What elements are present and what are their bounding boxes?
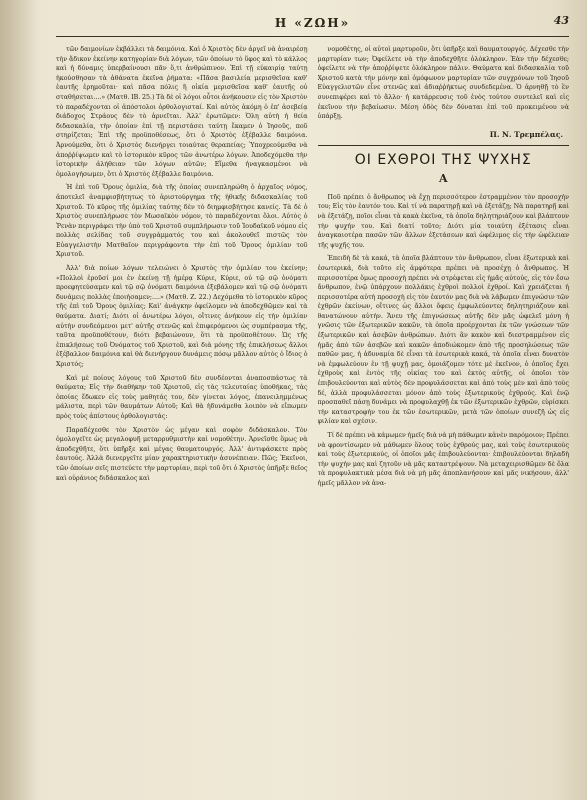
columns: [56, 45, 569, 493]
left-paragraph: τῶν δαιμονίων ἐκβάλλει τὰ δαιμόνια. Καὶ ὁ Χριστὸς δὲν ἀργεῖ νὰ ἀναιρέσῃ τὴν ἄδικον ἐκείνην κατηγορίαν διὰ λόγων, τῶν ὁποίων τὸ ὕφος καὶ τὸ κάλλος καὶ ἡ δύναμις ὑπερβαίνουσι πᾶν ὅ,τι ἀνθρώπινον. Ἐπὶ τῇ εὐκαιρίᾳ ταύτῃ ἠκούσθησαν τὰ ἀθάνατα ἐκεῖνα ῥήματα: «Πᾶσα βασιλεία μερισθεῖσα καθ' ἑαυτῆς ἐρημοῦται· καὶ πᾶσα πόλις ἢ οἰκία μερισθεῖσα καθ' ἑαυτῆς οὐ σταθήσεται....» (Ματθ. ΙΒ. 25.) Τὰ δὲ οἱ λόγοι οὗτοι ἀνήκουσιν εἰς τὸν Χριστὸν τὸ παραδέχονται οἱ ἀπόστολοι ὀρθολογισταί. Καὶ αὐτὸς ἀκόμη ὁ ἐπ' ἀσεβείᾳ διάδοχος Στράους δὲν τὸ ἀρνεῖται. Ἀλλ' ἐρωτῶμεν: Ὁλη αὐτὴ ἡ θεία διδασκαλία, τὴν ὁποίαν ἐπὶ τῇ περιστάσει ταύτῃ ἔκαμεν ὁ Ἰησοῦς, ποῦ στηρίζεται; Ἐπὶ τῆς προϋποθέσεως, ὅτι ὁ Χριστὸς ἐξέβαλλε δαιμόνια. Ἀρνούμεθα, ὅτι ὁ Χριστὸς διενήργει τοιαύτας θεραπείας; Ὑποχρεούμεθα νὰ ἀποῤῥίψωμεν καὶ τὸ ἱστορικὸν κῦρος τῶν ἀνωτέρω λόγων. Ἀποδεχόμεθα τὴν ἱστορικὴν ἀλήθειαν τῶν λόγων αὐτῶν; Εἴμεθα ἠναγκασμένοι νὰ ὁμολογήσωμεν, ὅτι ὁ Χριστὸς ἐξέβαλλε δαιμόνια.: [56, 46, 308, 178]
article-paragraph: Τί δὲ πρέπει νὰ κάμωμεν ἡμεῖς διὰ νὰ μὴ πάθωμεν κἀνὲν παρόμοιον; Πρέπει νὰ φροντίσωμεν νὰ μάθωμεν ὅλους τοὺς ἐχθρούς μας, καὶ τοὺς ἐσωτερικοὺς καὶ τοὺς ἐξωτερικούς, οἱ ὁποῖοι μᾶς ἐπιβουλεύονται· ἐπιβουλεύονται δηλαδὴ τὴν ψυχήν μας καὶ ζητοῦν νὰ μᾶς καταστρέψουν. Νὰ μεταχειρισθῶμεν δὲ ὅλα τὰ προφυλακτικὰ μέσα διὰ νὰ μὴ μᾶς ἀποπλανήσουν καὶ μᾶς νικήσουν, ἀλλ' ἡμεῖς μᾶλλον νὰ ἀνα-: [317, 432, 569, 487]
left-paragraph: Ἡ ἐπὶ τοῦ Ὄρους ὁμιλία, διὰ τῆς ὁποίας συνεπληρώθη ὁ ἀρχαῖος νόμος, ἀποτελεῖ ἀναμφισβήτητως τὸ ἀριστούργημα τῆς ἠθικῆς διδασκαλίας τοῦ Χριστοῦ. Τὸ κῦρος τῆς ὁμιλίας ταύτης δὲν τὸ διημφισβήτησε κανείς. Τὰ δὲ ὁ Χριστὸς συνεπλήρωσε τὸν Μωσαϊκὸν νόμον, τὸ παραδέχονται ὅλοι. Αὐτὸς ὁ Ῥενὰν περιγράφει τὴν ὑπὸ τοῦ Χριστοῦ συμπλήρωσιν τοῦ Ἰουδαϊκοῦ νόμου εἰς πολλὰς σελίδας τοῦ συγγράμματός του καὶ ἀκολουθεῖ πιστῶς τὸν Εὐαγγελιστὴν Ματθαῖον περιγράφοντα τὴν ἐπὶ τοῦ Ὄρους ὁμιλίαν τοῦ Χριστοῦ.: [56, 184, 308, 259]
paper-name: Η «ΖΩΗ»: [274, 16, 351, 30]
left-paragraph: Καὶ μὲ ποίους λόγους τοῦ Χριστοῦ δὲν συνδέονται ἀναποσπάστως τὰ θαύματα; Εἰς τὴν διαθήκην τοῦ Χριστοῦ, εἰς τὰς τελευταίας ὑποθήκας, τὰς ὁποίας ἔδωκεν εἰς τοὺς μαθητάς του, δὲν γίνεται λόγος, ἐπανειλημμένως μάλιστα, περὶ τῶν θαυμάτων Αὐτοῦ; Καὶ θὰ ἠδυνάμεθα λοιπὸν νὰ εἴπωμεν πρὸς τοὺς ἀπίστους ὀρθολογιστάς:: [56, 374, 308, 420]
article-paragraph: Ποῦ πρέπει ὁ ἄνθρωπος νὰ ἔχῃ περισσότερον ἐστραμμένον τὸν προσοχήν του; Εἰς τὸν ἑαυτόν του. Καὶ τί νὰ παρατηρῇ καὶ νὰ ἐξετάζῃ; Νὰ παρατηρῇ καὶ νὰ ἐξετάζῃ, ποῖοι εἶναι τὰ κακὰ ἐκεῖνα, τὰ ὁποῖα δηλητηριάζουν καὶ βλάπτουν τὴν ψυχήν του. Καὶ διατί τοῦτο; Διότι μία τοιαύτη ἐξέτασις εἶναι ἀναγκαιοτέρα πασῶν τῶν ἄλλων ἐξετάσεων καὶ ὠφέλιμος εἰς τὴν ὠφέλειαν τῆς ψυχῆς του.: [317, 193, 569, 249]
right-column: [318, 45, 570, 493]
section-divider: [318, 145, 570, 146]
page-number: 43: [553, 14, 569, 27]
left-paragraph: Παραδέχεσθε τὸν Χριστὸν ὡς μέγαν καὶ σοφὸν διδάσκαλον. Τὸν ὁμολογεῖτε ὡς μεγαλοφυῆ μεταρρυθμιστὴν καὶ νομοθέτην. Ἀρνεῖσθε ὅμως νὰ ἀποδεχθῆτε, ὅτι ὑπῆρξε καὶ μέγας θαυματουργός. Ἀλλ' ἀντιφάσκετε πρὸς ἑαυτούς. Ἀλλὰ διενεργεῖτε μίαν χαρακτηριστικὴν ἀσυνέπειαν. Πῶς; Ἐκεῖνοι, τῶν ὁποίων σεῖς πιστεύετε τὴν μαρτυρίαν, περὶ τοῦ ὅτι ὁ Χριστὸς ὑπῆρξε θεῖος καὶ οὐράνιος διδάσκαλος καὶ: [56, 426, 308, 482]
section-letter: Α: [438, 171, 448, 185]
left-column: [56, 45, 308, 493]
left-paragraph: Ἀλλ' διὰ ποίων λόγων τελειώνει ὁ Χριστὸς τὴν ὁμιλίαν του ἐκείνην; «Πολλοὶ ἐροῦσί μοι ἐν ἐκείνῃ τῇ ἡμέρᾳ Κύριε, Κύριε, οὐ τῷ σῷ ὀνόματι προεφητεύσαμεν καὶ τῷ σῷ ὀνόματι δαιμόνια ἐξεβάλομεν καὶ τῷ σῷ ὀνόματι δυνάμεις πολλὰς ἐποιήσαμεν;....» (Ματθ. Ζ. 22.) Δεχόμεθα τὸ ἱστορικὸν κῦρος τῆς ἐπὶ τοῦ Ὄρους ὁμιλίας; Καὶ' ἀνάγκην ὀφείλομεν νὰ ἀποδεχθῶμεν καὶ τὰ θαύματα. Διατί; Διότι οἱ ἀνωτέρω λόγοι, οἵτινες ἀνήκουν εἰς τὴν ὁμιλίαν αὐτὴν συνδεόμενοι μετ' αὐτῆς στενῶς καὶ ἐπιφερόμενοι ὡς συμπέρασμα τῆς, ταῦτα προϋποθέτουν, διότι βεβαιώνουν, ὅτι τὰ προϋποθέτουν. Ὡς τῆς ἐπικλήσεως τοῦ Ὀνόματος τοῦ Χριστοῦ, καὶ διὰ μόνης τῆς ἐπικλήσεως ἄλλοι ἐξέβαλλον δαιμόνια καὶ θὰ διενήργουν δυνάμεις πόσῳ μᾶλλον αὐτὸς ὁ ἴδιος ὁ Χριστός;: [56, 265, 308, 368]
page-header: [56, 10, 569, 37]
author-signature: Π. Ν. Τρεμπέλας.: [489, 129, 563, 139]
right-top-paragraph: νομοθέτης, οἱ αὐτοὶ μαρτυροῦν, ὅτι ὑπῆρξε καὶ θαυματουργός. Δέχεσθε τὴν μαρτυρίαν των; Ὀφείλετε νὰ τὴν ἀποδεχθῆτε ὁλόκληρον. Ἐὰν τὴν δέχεσθε; ὀφείλετε νὰ τὴν ἀποῤῥίψετε ὁλόκληρον πάλιν. Θαύματα καὶ διδασκαλία τοῦ Χριστοῦ κατὰ τὴν μόνην καὶ ὁμόφωνον μαρτυρίαν τῶν συγχρόνων τοῦ Ἰησοῦ Εὐαγγελιστῶν εἶνε στενῶς καὶ ἀδιαῤῥήκτως συνδεδεμένα. Ὁ ἀρνηθῇ τὸ ἓν συνεπιφέρει καὶ τὸ ἄλλο· ἡ κατάρρευσις τοῦ ἑνὸς τούτου συντελεῖ καὶ εἰς ἐκεῖνου τὴν βεβαίωσιν. Μέση ὁδὸς δὲν δύναται ἐπὶ τοῦ προκειμένου νὰ ὑπάρξῃ.: [317, 46, 569, 121]
article-paragraph: Ἐπειδὴ δὲ τὰ κακά, τὰ ὁποῖα βλάπτουν τὸν ἄνθρωπον, εἶναι ἐξωτερικὰ καὶ ἐσωτερικά, διὰ τοῦτο εἰς ἀμφότερα πρέπει νὰ προσέχῃ ὁ ἄνθρωπος. Ἡ περισσοτέρα ὅμως προσοχὴ πρέπει νὰ στρέφεται εἰς ἡμᾶς αὐτούς, εἰς τὸν ἔσω ἄνθρωπον, ἐνῷ ὑπάρχουν πολλάκις ἐχθροὶ πολλοὶ ἐχθροί. Καὶ χρειάζεται ἡ περισσοτέρα αὐτὴ προσοχὴ εἰς τὸν ἑαυτόν μας διὰ νὰ λάβωμεν ἐπιγνώσιν τῶν ἐχθρῶν ἐκείνων, οἵτινες ὡς ἄλλοι ὄφεις ἐμφωλεύοντες δηλητηριάζουν καὶ θανατώνουν αὐτήν. Ἄνευ τῆς ἐπιγνώσεως αὐτῆς δὲν μᾶς ὠφελεῖ μόνη ἡ γνῶσις τῶν ἐξωτερικῶν κακῶν, τὰ ὁποῖα προέρχονται ἐκ τῶν γνώσεων τῶν ἐξωτερικῶν καὶ ἀσεβῶν ἀνθρώπων. Διότι ἂν κακὸν καὶ διεστραμμένον εἰς ἡμᾶς ἀπὸ τῶν ἀσεβῶν καὶ κακῶν ἀποδιώκομεν ἀπὸ τῆς προσηλώσεως τῶν παθῶν μας, ἡ ἀδυναμία δὲ εἶναι τὰ ἐσωτερικὰ κακά, τὰ ὁποῖα εἶναι δυνατὸν νὰ ἐμφωλεύουν ἐν τῇ ψυχῇ μας, ὁμοιάζομεν τότε μὲ ἐκεῖνον, ὁ ὁποῖος ἔχει ἐχθροὺς καὶ ἐντὸς τῆς οἰκίας του καὶ ἐκτὸς αὐτῆς, οἱ ὁποῖοι τὸν ἐπιβουλεύονται καὶ αὐτὸς δὲν προφυλάσσεται καὶ ἀπὸ τοὺς μὲν καὶ ἀπὸ τοὺς δέ, ἀλλὰ προφυλάσσεται μόνον ἀπὸ τοὺς ἐξωτερικοὺς ἐχθρούς. Καὶ ἐνῷ προσπαθεῖ πάσῃ δυνάμει νὰ προφυλαχθῇ ἐκ τῶν ἐξωτερικῶν ἐχθρῶν, εὑρίσκει τὴν καταστροφήν του ἐκ τῶν ἐσωτερικῶν, μετὰ τῶν ὁποίων συνεζῆ ὡς εἰς φιλίαν καὶ σχέσιν.: [317, 255, 569, 426]
article-title: ΟΙ ΕΧΘΡΟΙ ΤΗΣ ΨΥΧΗΣ: [354, 151, 532, 168]
binding-shadow: [0, 0, 40, 800]
